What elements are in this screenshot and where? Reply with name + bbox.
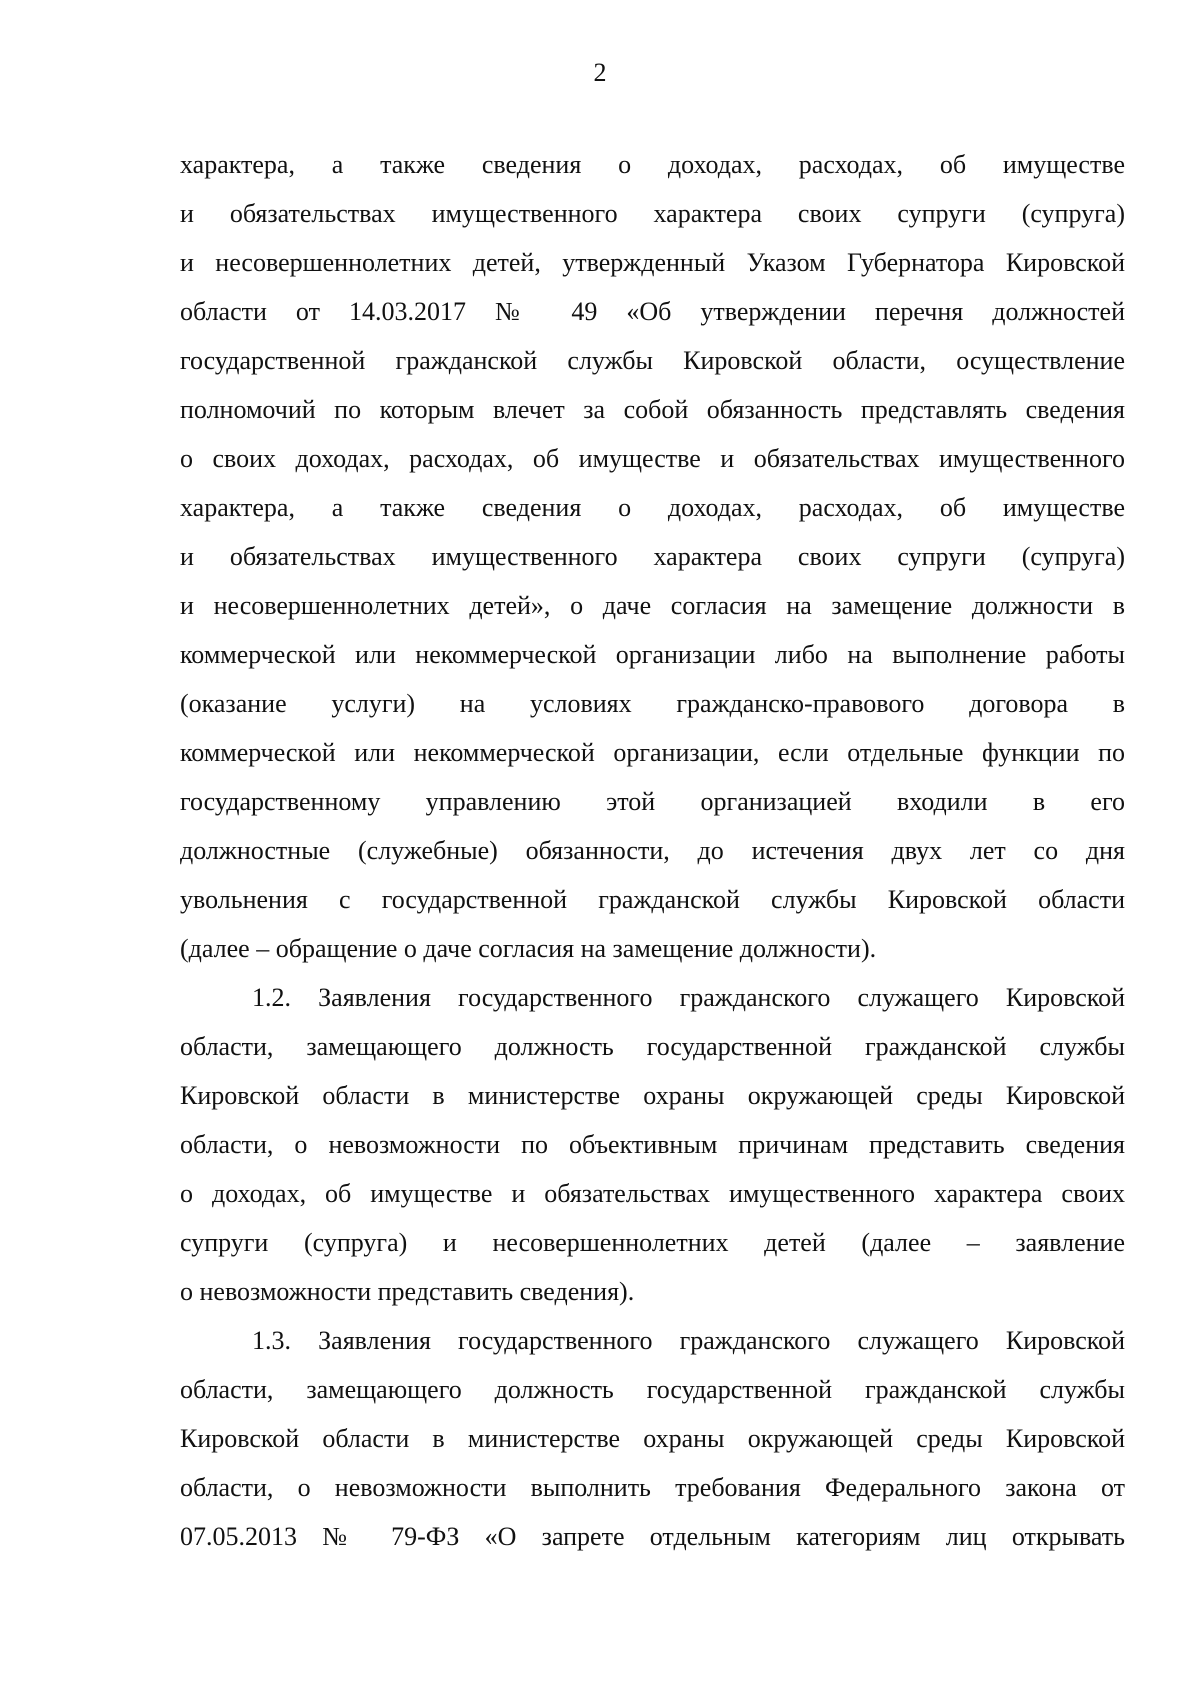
text-line: о своих доходах, расходах, об имуществе и обязательствах имущественного [180, 444, 1125, 473]
text-line: области, замещающего должность государственной гражданской службы [180, 1032, 1125, 1061]
text-line: области, замещающего должность государственной гражданской службы [180, 1375, 1125, 1404]
text-line: области, о невозможности по объективным причинам представить сведения [180, 1130, 1125, 1159]
text-line: коммерческой или некоммерческой организации, если отдельные функции по [180, 738, 1125, 767]
text-line: полномочий по которым влечет за собой обязанность представлять сведения [180, 395, 1125, 424]
paragraph-1 [180, 140, 1125, 973]
text-line: 1.2. Заявления государственного гражданского служащего Кировской [252, 983, 1125, 1012]
text-line: 1.3. Заявления государственного гражданского служащего Кировской [252, 1326, 1125, 1355]
text-line: должностные (служебные) обязанности, до истечения двух лет со дня [180, 836, 1125, 865]
text-line: 07.05.2013 № 79-ФЗ «О запрете отдельным категориям лиц открывать [180, 1522, 1125, 1551]
text-line: Кировской области в министерстве охраны окружающей среды Кировской [180, 1081, 1125, 1110]
text-line: области от 14.03.2017 № 49 «Об утверждении перечня должностей [180, 297, 1125, 326]
text-line: Кировской области в министерстве охраны окружающей среды Кировской [180, 1424, 1125, 1453]
text-line: характера, а также сведения о доходах, расходах, об имуществе [180, 493, 1125, 522]
paragraph-1-2 [180, 973, 1125, 1316]
text-line: увольнения с государственной гражданской службы Кировской области [180, 885, 1125, 914]
text-line: (оказание услуги) на условиях гражданско-правового договора в [180, 689, 1125, 718]
text-line: и несовершеннолетних детей, утвержденный Указом Губернатора Кировской [180, 248, 1125, 277]
text-line: и обязательствах имущественного характера своих супруги (супруга) [180, 542, 1125, 571]
text-line: о невозможности представить сведения). [180, 1277, 635, 1306]
page-number: 2 [593, 58, 607, 87]
text-line: о доходах, об имуществе и обязательствах имущественного характера своих [180, 1179, 1125, 1208]
text-line: государственной гражданской службы Кировской области, осуществление [180, 346, 1125, 375]
document-body [180, 140, 1125, 1561]
text-line: и несовершеннолетних детей», о даче согласия на замещение должности в [180, 591, 1125, 620]
text-line: характера, а также сведения о доходах, расходах, об имуществе [180, 150, 1125, 179]
text-line: коммерческой или некоммерческой организации либо на выполнение работы [180, 640, 1125, 669]
text-line: области, о невозможности выполнить требования Федерального закона от [180, 1473, 1125, 1502]
paragraph-1-3 [180, 1316, 1125, 1561]
text-line: (далее – обращение о даче согласия на замещение должности). [180, 934, 877, 963]
text-line: государственному управлению этой организацией входили в его [180, 787, 1125, 816]
text-line: супруги (супруга) и несовершеннолетних детей (далее – заявление [180, 1228, 1125, 1257]
text-line: и обязательствах имущественного характера своих супруги (супруга) [180, 199, 1125, 228]
